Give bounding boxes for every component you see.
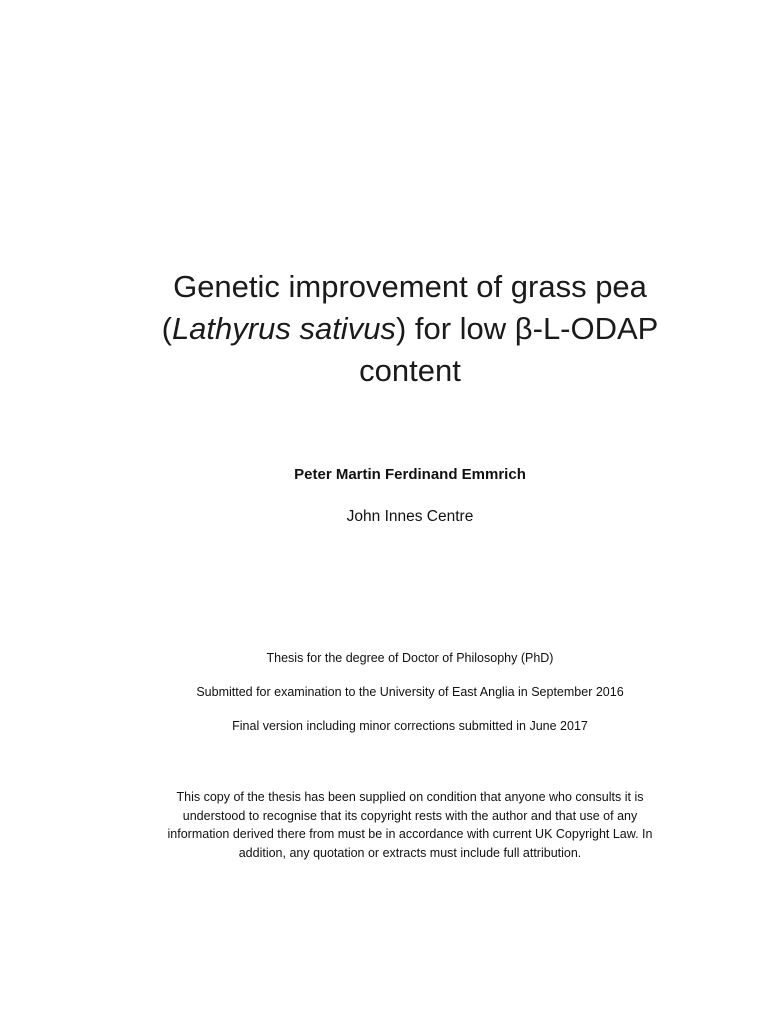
- title-line-2: [130, 308, 690, 350]
- institution-name: John Innes Centre: [346, 508, 474, 525]
- author-name: Peter Martin Ferdinand Emmrich: [294, 466, 526, 483]
- species-name: Lathyrus sativus: [171, 311, 396, 346]
- copyright-line-4: addition, any quotation or extracts must include full attribution.: [238, 845, 582, 860]
- submission-statement: Submitted for examination to the University of East Anglia in September 2016: [196, 685, 624, 699]
- title-open-paren: (: [161, 311, 172, 346]
- degree-statement: Thesis for the degree of Doctor of Philosophy (PhD): [266, 651, 554, 665]
- final-version-statement: Final version including minor corrections submitted in June 2017: [232, 719, 588, 733]
- copyright-line-2: understood to recognise that its copyright rests with the author and that use of any: [182, 808, 638, 823]
- copyright-line-1: This copy of the thesis has been supplied on condition that anyone who consults it is: [176, 790, 644, 804]
- thesis-title: [130, 266, 690, 392]
- title-line-1: Genetic improvement of grass pea: [173, 269, 647, 304]
- copyright-line-3: information derived there from must be in accordance with current UK Copyright Law. In: [167, 827, 653, 841]
- copyright-notice: [148, 788, 672, 862]
- title-line-2-rest: ) for low β-L-ODAP: [395, 311, 659, 346]
- title-line-3: content: [359, 353, 461, 388]
